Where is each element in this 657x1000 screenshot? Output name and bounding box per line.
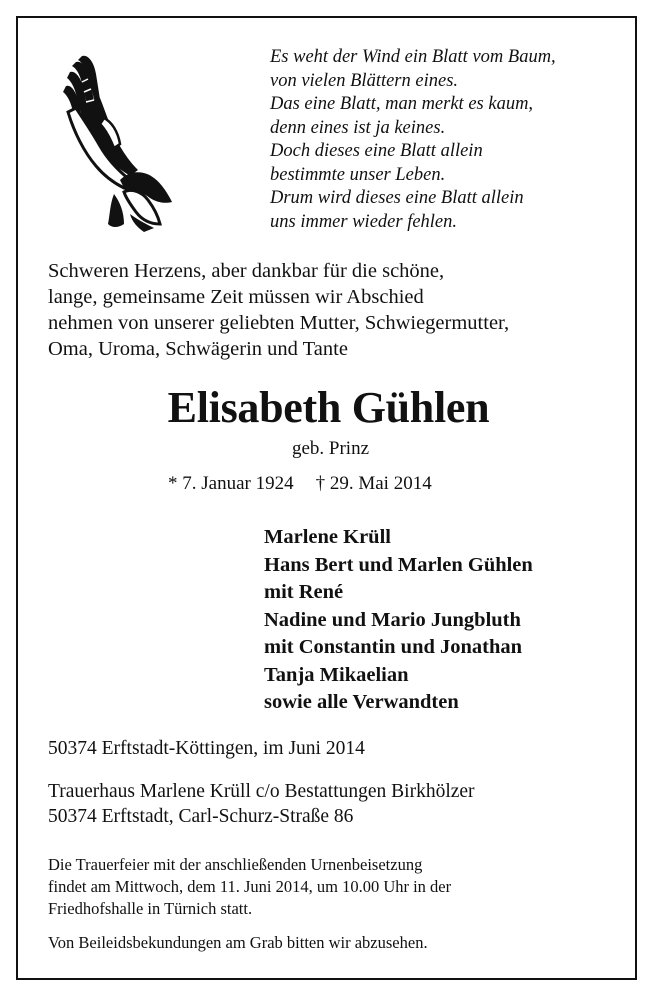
ceremony-info [48,854,451,920]
intro-line: Schweren Herzens, aber dankbar für die schöne, [48,260,445,282]
praying-hands-icon [58,52,176,234]
address-line: 50374 Erftstadt, Carl-Schurz-Straße 86 [48,806,354,827]
intro-text [48,258,509,362]
mourning-house-address [48,779,475,829]
poem-line: von vielen Blättern eines. [270,70,459,91]
ceremony-line: Die Trauerfeier mit der anschließenden Urnenbeisetzung [48,855,423,874]
mourner-line: Tanja Mikaelian [264,663,409,686]
birth-date: * 7. Januar 1924 [168,473,294,494]
poem-line: bestimmte unser Leben. [270,164,446,185]
address-line: Trauerhaus Marlene Krüll c/o Bestattungen Birkhölzer [48,781,475,802]
poem-line: Doch dieses eine Blatt allein [270,141,483,161]
deceased-name: Elisabeth Gühlen [167,383,490,432]
ceremony-line: Friedhofshalle in Türnich statt. [48,899,253,918]
life-dates [168,472,432,496]
mourner-line: Nadine und Mario Jungbluth [264,608,521,631]
intro-line: nehmen von unserer geliebten Mutter, Schwiegermutter, [48,312,510,334]
poem-line: Das eine Blatt, man merkt es kaum, [270,94,534,114]
mourner-line: Hans Bert und Marlen Gühlen [264,553,533,576]
condolence-note: Von Beileidsbekundungen am Grab bitten wir abzusehen. [48,933,428,952]
intro-line: lange, gemeinsame Zeit müssen wir Abschied [48,286,424,308]
mourner-line: Marlene Krüll [264,526,391,548]
mourners-list [264,524,533,717]
poem-line: uns immer wieder fehlen. [270,211,458,232]
poem-line: denn eines ist ja keines. [270,117,446,138]
poem-line: Drum wird dieses eine Blatt allein [270,188,524,208]
ceremony-line: findet am Mittwoch, dem 11. Juni 2014, um 10.00 Uhr in der [48,877,452,896]
death-date: † 29. Mai 2014 [315,473,432,494]
mourner-line: sowie alle Verwandten [264,691,459,713]
mourner-line: mit René [264,581,344,603]
poem [270,46,556,234]
mourner-line: mit Constantin und Jonathan [264,636,523,658]
maiden-name: geb. Prinz [291,438,370,459]
place-date: 50374 Erftstadt-Köttingen, im Juni 2014 [48,738,365,759]
poem-line: Es weht der Wind ein Blatt vom Baum, [270,47,556,67]
intro-line: Oma, Uroma, Schwägerin und Tante [48,338,348,360]
